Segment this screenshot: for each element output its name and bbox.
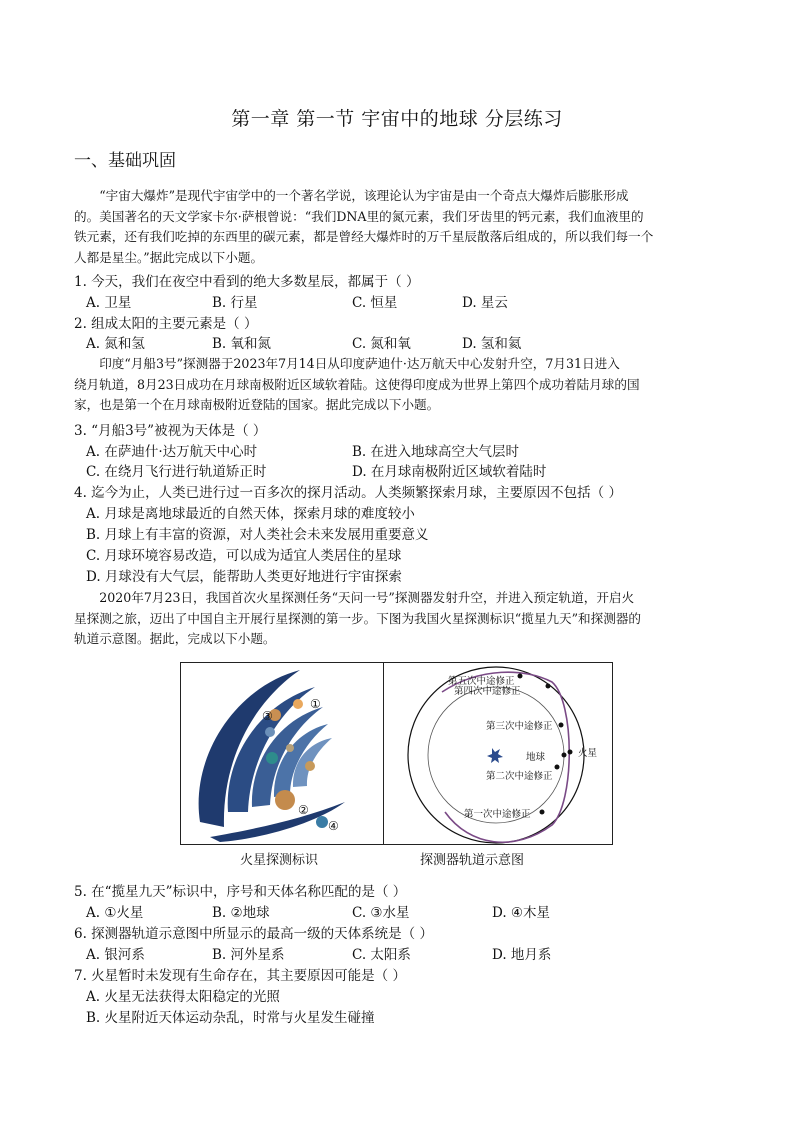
passage-line: 轨道示意图。据此，完成以下小题。 xyxy=(74,631,276,646)
figure xyxy=(180,662,614,870)
q1-option-a: A. 卫星 xyxy=(86,295,132,311)
q5-option-c: C. ③水星 xyxy=(352,905,410,921)
marker-4: ④ xyxy=(328,819,339,833)
caption-logo: 火星探测标识 xyxy=(240,853,319,868)
marker-1: ① xyxy=(310,697,321,711)
q2-option-d: D. 氢和氦 xyxy=(462,336,522,352)
q3-option-d: D. 在月球南极附近区域软着陆时 xyxy=(352,464,547,480)
q2-option-a: A. 氮和氢 xyxy=(86,336,145,352)
q3-option-c: C. 在绕月飞行进行轨道矫正时 xyxy=(86,464,267,480)
passage-line: 2020年7月23日，我国首次火星探测任务“天问一号”探测器发射升空，并进入预定轨道，开启火 xyxy=(99,590,635,605)
passage-line: 绕月轨道，8月23日成功在月球南极附近区域软着陆。这使得印度成为世界上第四个成功着陆月球的国 xyxy=(74,376,640,392)
passage-line: 家，也是第一个在月球南极附近登陆的国家。据此完成以下小题。 xyxy=(74,397,440,412)
question-1-stem: 1. 今天，我们在夜空中看到的绝大多数星辰，都属于（ ） xyxy=(74,274,420,290)
q5-option-d: D. ④木星 xyxy=(492,905,551,921)
label-fifth-correction: 第五次中途修正 xyxy=(448,676,515,687)
q6-option-a: A. 银河系 xyxy=(86,947,145,963)
marker-2: ② xyxy=(298,803,309,817)
q1-option-d: D. 星云 xyxy=(462,295,508,311)
question-7-stem: 7. 火星暂时未发现有生命存在，其主要原因可能是（ ） xyxy=(74,968,406,984)
sun-icon xyxy=(487,748,503,763)
marker-3: ③ xyxy=(262,709,273,723)
question-4-stem: 4. 迄今为止，人类已进行过一百多次的探月活动。人类频繁探索月球，主要原因不包括（ ） xyxy=(74,485,622,501)
passage-3 xyxy=(74,588,722,650)
mars-logo-icon xyxy=(199,670,345,842)
page-title: 第一章 第一节 宇宙中的地球 分层练习 xyxy=(231,108,563,130)
passage-line: 的。美国著名的天文学家卡尔·萨根曾说：“我们DNA里的氮元素，我们牙齿里的钙元素，我们血液里的 xyxy=(74,208,644,224)
q4-option-c: C. 月球环境容易改造，可以成为适宜人类居住的星球 xyxy=(86,548,402,564)
section-heading: 一、基础巩固 xyxy=(74,151,176,171)
q7-option-a: A. 火星无法获得太阳稳定的光照 xyxy=(86,989,280,1005)
passage-line: 星探测之旅，迈出了中国自主开展行星探测的第一步。下图为我国火星探测标识“揽星九天”和探测器的 xyxy=(74,610,642,626)
q6-option-b: B. 河外星系 xyxy=(212,947,285,963)
question-3-stem: 3. “月船3号”被视为天体是（ ） xyxy=(74,423,267,439)
question-6-stem: 6. 探测器轨道示意图中所显示的最高一级的天体系统是（ ） xyxy=(74,926,433,942)
q5-option-a: A. ①火星 xyxy=(86,905,144,921)
label-earth: 地球 xyxy=(526,752,546,763)
passage-line: 人都是星尘。”据此完成以下小题。 xyxy=(74,249,264,265)
q2-option-c: C. 氮和氧 xyxy=(352,336,411,352)
question-5-stem: 5. 在“揽星九天”标识中，序号和天体名称匹配的是（ ） xyxy=(74,884,407,900)
caption-orbit: 探测器轨道示意图 xyxy=(420,853,525,868)
q7-option-b: B. 火星附近天体运动杂乱，时常与火星发生碰撞 xyxy=(86,1010,375,1026)
passage-2 xyxy=(74,354,722,416)
q4-option-d: D. 月球没有大气层，能帮助人类更好地进行宇宙探索 xyxy=(86,569,402,585)
q1-option-b: B. 行星 xyxy=(212,295,258,311)
figure-svg xyxy=(180,662,614,870)
q5-option-b: B. ②地球 xyxy=(212,905,270,921)
label-fourth-correction: 第四次中途修正 xyxy=(454,686,521,697)
label-third-correction: 第三次中途修正 xyxy=(486,721,553,732)
passage-1 xyxy=(74,186,722,268)
question-2-stem: 2. 组成太阳的主要元素是（ ） xyxy=(74,316,258,332)
q4-option-b: B. 月球上有丰富的资源，对人类社会未来发展用重要意义 xyxy=(86,527,429,543)
label-first-correction: 第一次中途修正 xyxy=(464,809,531,820)
label-second-correction: 第二次中途修正 xyxy=(486,771,553,782)
q1-option-c: C. 恒星 xyxy=(352,295,398,311)
q2-option-b: B. 氧和氮 xyxy=(212,336,272,352)
q4-option-a: A. 月球是离地球最近的自然天体，探索月球的难度较小 xyxy=(86,506,415,522)
label-mars: 火星 xyxy=(578,748,598,759)
q6-option-d: D. 地月系 xyxy=(492,947,552,963)
q3-option-b: B. 在进入地球高空大气层时 xyxy=(352,444,520,460)
q6-option-c: C. 太阳系 xyxy=(352,947,411,963)
passage-line: 印度“月船3号”探测器于2023年7月14日从印度萨迪什·达万航天中心发射升空，7月31日进入 xyxy=(99,356,620,371)
passage-line: “宇宙大爆炸”是现代宇宙学中的一个著名学说，该理论认为宇宙是由一个奇点大爆炸后膨胀形成 xyxy=(99,188,629,203)
passage-line: 铁元素，还有我们吃掉的东西里的碳元素，都是曾经大爆炸时的万千星辰散落后组成的，所以我们每一个 xyxy=(74,229,654,244)
q3-option-a: A. 在萨迪什·达万航天中心时 xyxy=(86,444,258,460)
